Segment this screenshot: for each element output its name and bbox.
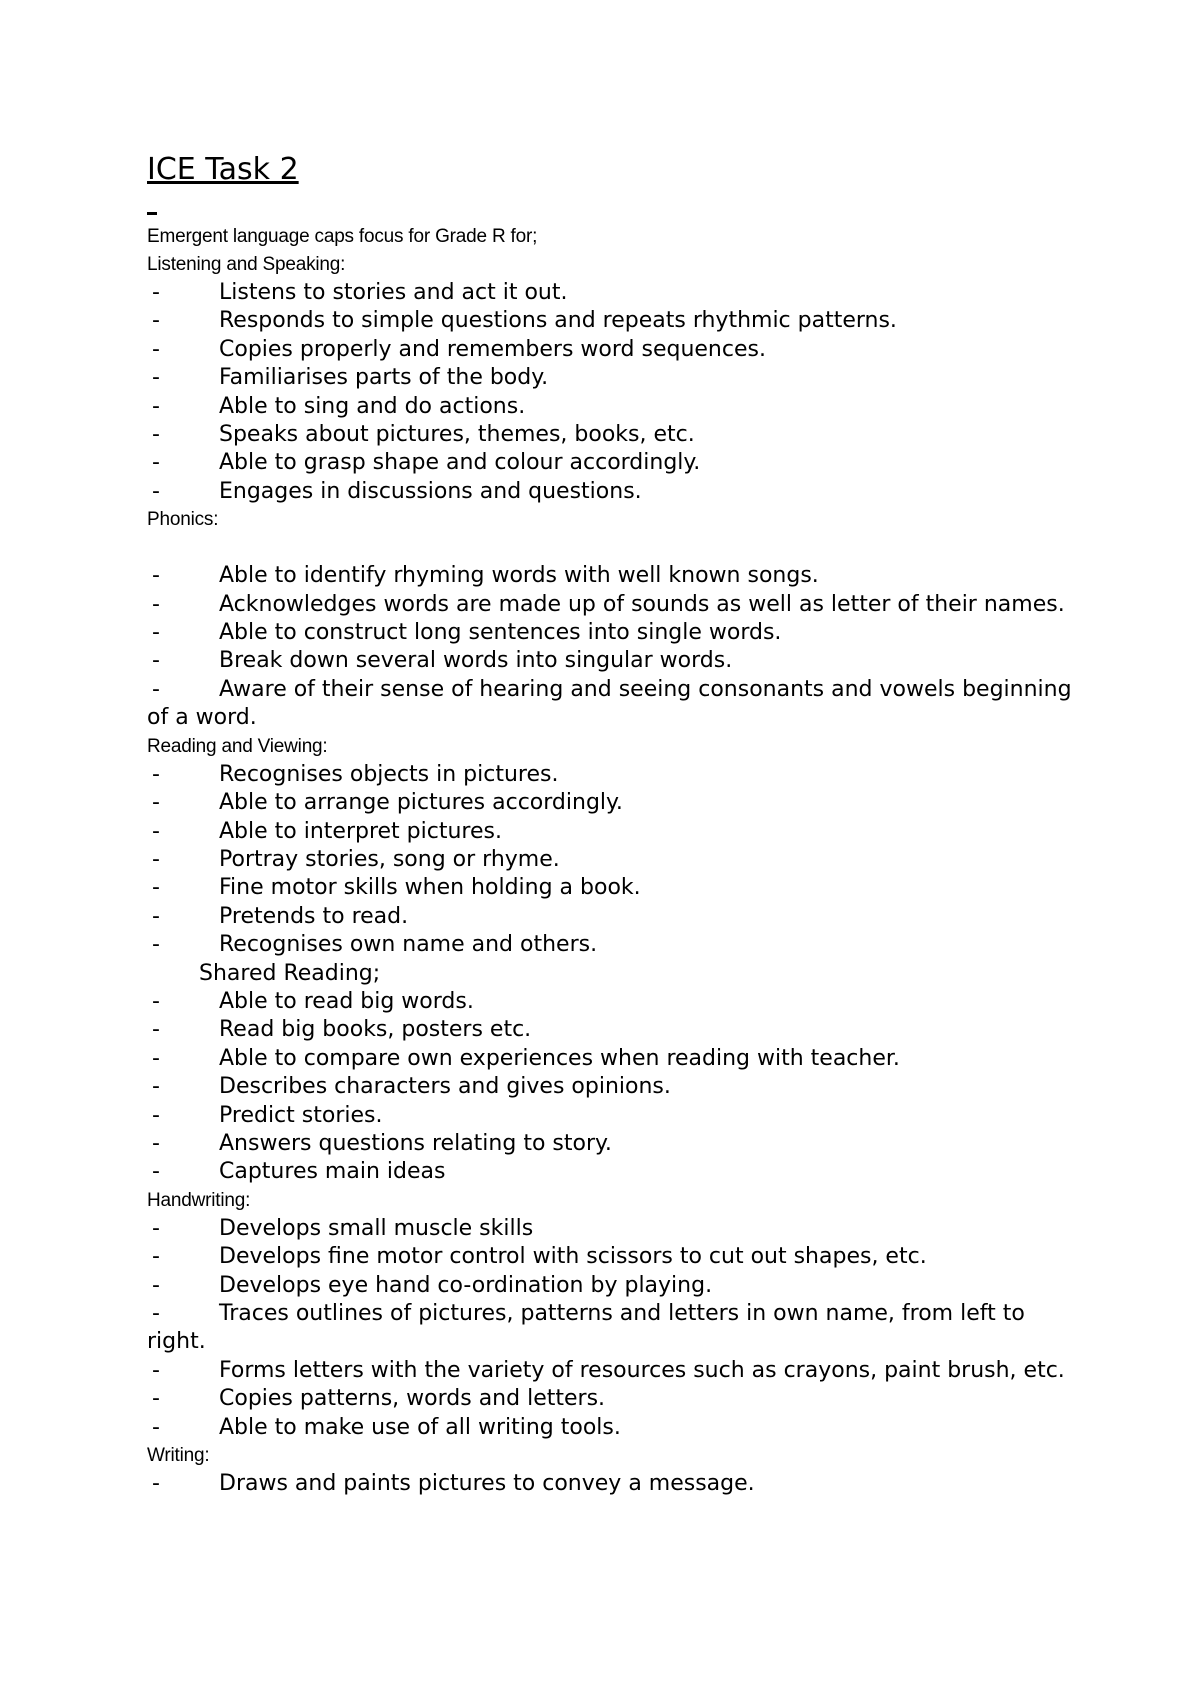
list-item: - Listens to stories and act it out. [147, 279, 1077, 307]
dash-bullet: - [152, 648, 160, 674]
dash-bullet: - [152, 1386, 160, 1412]
dash-bullet: - [152, 676, 160, 702]
dash-bullet: - [152, 903, 160, 929]
list-item: - Recognises own name and others. [147, 931, 1077, 959]
list-item: - Read big books, posters etc. [147, 1016, 1077, 1044]
page-title: ICE Task 2 [147, 152, 299, 187]
dash-bullet: - [152, 846, 160, 872]
dash-bullet: - [152, 422, 160, 448]
dash-bullet: - [152, 1471, 160, 1497]
dash-bullet: - [152, 1159, 160, 1185]
dash-bullet: - [152, 1017, 160, 1043]
list-item: - Familiarises parts of the body. [147, 364, 1077, 392]
dash-bullet: - [152, 563, 160, 589]
dash-bullet: - [152, 393, 160, 419]
list-item: - Traces outlines of pictures, patterns and letters in own name, from left to right. [147, 1301, 1025, 1355]
dash-bullet: - [152, 336, 160, 362]
list-item: - Forms letters with the variety of resources such as crayons, paint brush, etc. [147, 1357, 1077, 1385]
document-body [147, 223, 1077, 1498]
section-heading-reading: Reading and Viewing: [147, 735, 328, 757]
dash-bullet: - [152, 1130, 160, 1156]
list-item: - Develops fine motor control with scissors to cut out shapes, etc. [147, 1243, 1077, 1271]
dash-bullet: - [152, 1244, 160, 1270]
dash-bullet: - [152, 308, 160, 334]
dash-bullet: - [152, 818, 160, 844]
list-item: - Able to read big words. [147, 988, 1077, 1016]
list-item: - Able to construct long sentences into single words. [147, 619, 1077, 647]
list-item: - Able to grasp shape and colour accordingly. [147, 449, 1077, 477]
dash-bullet: - [152, 620, 160, 646]
section-heading-writing: Writing: [147, 1445, 210, 1467]
list-item: - Aware of their sense of hearing and seeing consonants and vowels beginning of a word. [147, 676, 1072, 731]
dash-bullet: - [152, 790, 160, 816]
dash-bullet: - [152, 1357, 160, 1383]
list-item: - Able to interpret pictures. [147, 818, 1077, 846]
dash-bullet: - [152, 478, 160, 504]
list-item: - Copies patterns, words and letters. [147, 1385, 1077, 1413]
shared-reading-heading: Shared Reading; [199, 960, 381, 986]
dash-bullet: - [152, 1272, 160, 1298]
list-item: - Break down several words into singular words. [147, 647, 1077, 675]
list-item: - Recognises objects in pictures. [147, 761, 1077, 789]
list-item: - Able to identify rhyming words with well known songs. [147, 562, 1077, 590]
dash-bullet: - [152, 761, 160, 787]
underline-mark [147, 212, 157, 215]
dash-bullet: - [152, 988, 160, 1014]
list-item: - Predict stories. [147, 1102, 1077, 1130]
list-item: - Copies properly and remembers word sequences. [147, 336, 1077, 364]
list-item: - Develops eye hand co-ordination by playing. [147, 1272, 1077, 1300]
dash-bullet: - [152, 1414, 160, 1440]
dash-bullet: - [152, 1215, 160, 1241]
list-item: - Able to compare own experiences when reading with teacher. [147, 1045, 1077, 1073]
section-heading-listening: Listening and Speaking: [147, 254, 346, 275]
list-item: - Able to arrange pictures accordingly. [147, 789, 1077, 817]
list-item: - Describes characters and gives opinions. [147, 1073, 1077, 1101]
dash-bullet: - [152, 932, 160, 958]
dash-bullet: - [152, 280, 160, 305]
list-item: - Answers questions relating to story. [147, 1130, 1077, 1158]
list-item: - Acknowledges words are made up of sounds as well as letter of their names. [147, 591, 1077, 619]
list-item: - Pretends to read. [147, 903, 1077, 931]
list-item: - Develops small muscle skills [147, 1215, 1077, 1243]
list-item: - Responds to simple questions and repeats rhythmic patterns. [147, 307, 1077, 335]
list-item: - Speaks about pictures, themes, books, etc. [147, 421, 1077, 449]
section-heading-handwriting: Handwriting: [147, 1189, 251, 1211]
intro-heading: Emergent language caps focus for Grade R for; [147, 226, 538, 247]
list-item: - Fine motor skills when holding a book. [147, 874, 1077, 902]
dash-bullet: - [152, 1074, 160, 1100]
dash-bullet: - [152, 875, 160, 901]
list-item: - Engages in discussions and questions. [147, 478, 1077, 506]
list-item: - Draws and paints pictures to convey a message. [147, 1470, 1077, 1498]
dash-bullet: - [152, 1301, 160, 1326]
list-item: - Captures main ideas [147, 1158, 1077, 1186]
list-item: - Portray stories, song or rhyme. [147, 846, 1077, 874]
dash-bullet: - [152, 365, 160, 391]
list-item: - Able to make use of all writing tools. [147, 1414, 1077, 1442]
list-item: - Able to sing and do actions. [147, 393, 1077, 421]
dash-bullet: - [152, 1102, 160, 1128]
dash-bullet: - [152, 1045, 160, 1071]
dash-bullet: - [152, 591, 160, 617]
section-heading-phonics: Phonics: [147, 509, 219, 531]
dash-bullet: - [152, 450, 160, 476]
